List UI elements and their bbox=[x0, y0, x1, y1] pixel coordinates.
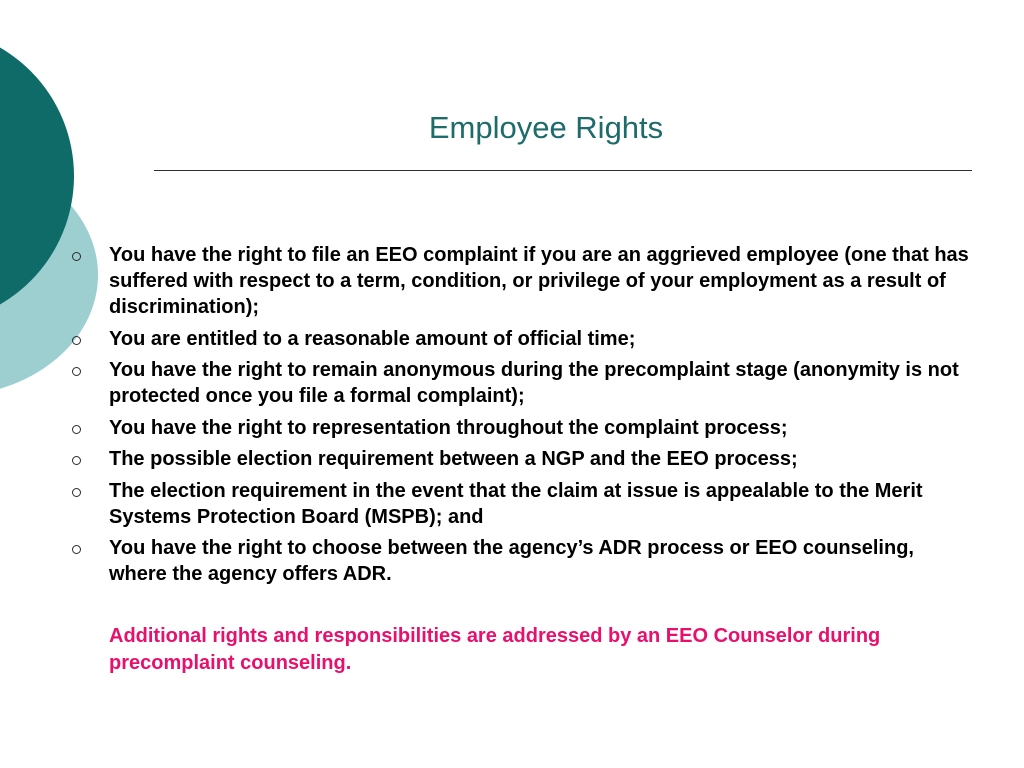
bullet-item bbox=[72, 415, 972, 441]
bullet-icon bbox=[72, 425, 81, 434]
bullet-text: You have the right to file an EEO complaint if you are an aggrieved employee (one that has suffered with respect to a term, condition, or privilege of your employment as a result of discrimination); bbox=[109, 244, 969, 318]
bullet-item bbox=[72, 242, 972, 320]
bullet-icon bbox=[72, 252, 81, 261]
bullet-text: You have the right to representation throughout the complaint process; bbox=[109, 416, 788, 439]
bullet-icon bbox=[72, 456, 81, 465]
bullet-item bbox=[72, 326, 972, 352]
bullet-text: You have the right to choose between the agency’s ADR process or EEO counseling, where the agency offers ADR. bbox=[109, 537, 914, 585]
bullet-item bbox=[72, 357, 972, 409]
slide-title: Employee Rights bbox=[428, 110, 664, 145]
bullet-icon bbox=[72, 367, 81, 376]
bullet-item bbox=[72, 535, 972, 587]
bullet-item bbox=[72, 446, 972, 472]
closing-note: Additional rights and responsibilities are addressed by an EEO Counselor during precomplaint counseling. bbox=[109, 625, 881, 674]
bullet-item bbox=[72, 478, 972, 530]
bullet-text: The election requirement in the event that the claim at issue is appealable to the Merit Systems Protection Board (MSPB); and bbox=[109, 479, 923, 528]
bullet-text: You have the right to remain anonymous during the precomplaint stage (anonymity is not protected once you file a formal complaint); bbox=[109, 359, 959, 407]
bullet-icon bbox=[72, 545, 81, 554]
bullet-icon bbox=[72, 488, 81, 497]
title-divider bbox=[154, 170, 972, 171]
bullet-list bbox=[72, 242, 972, 593]
bullet-text: The possible election requirement between a NGP and the EEO process; bbox=[109, 448, 798, 470]
bullet-text: You are entitled to a reasonable amount of official time; bbox=[109, 327, 636, 350]
bullet-icon bbox=[72, 336, 81, 345]
